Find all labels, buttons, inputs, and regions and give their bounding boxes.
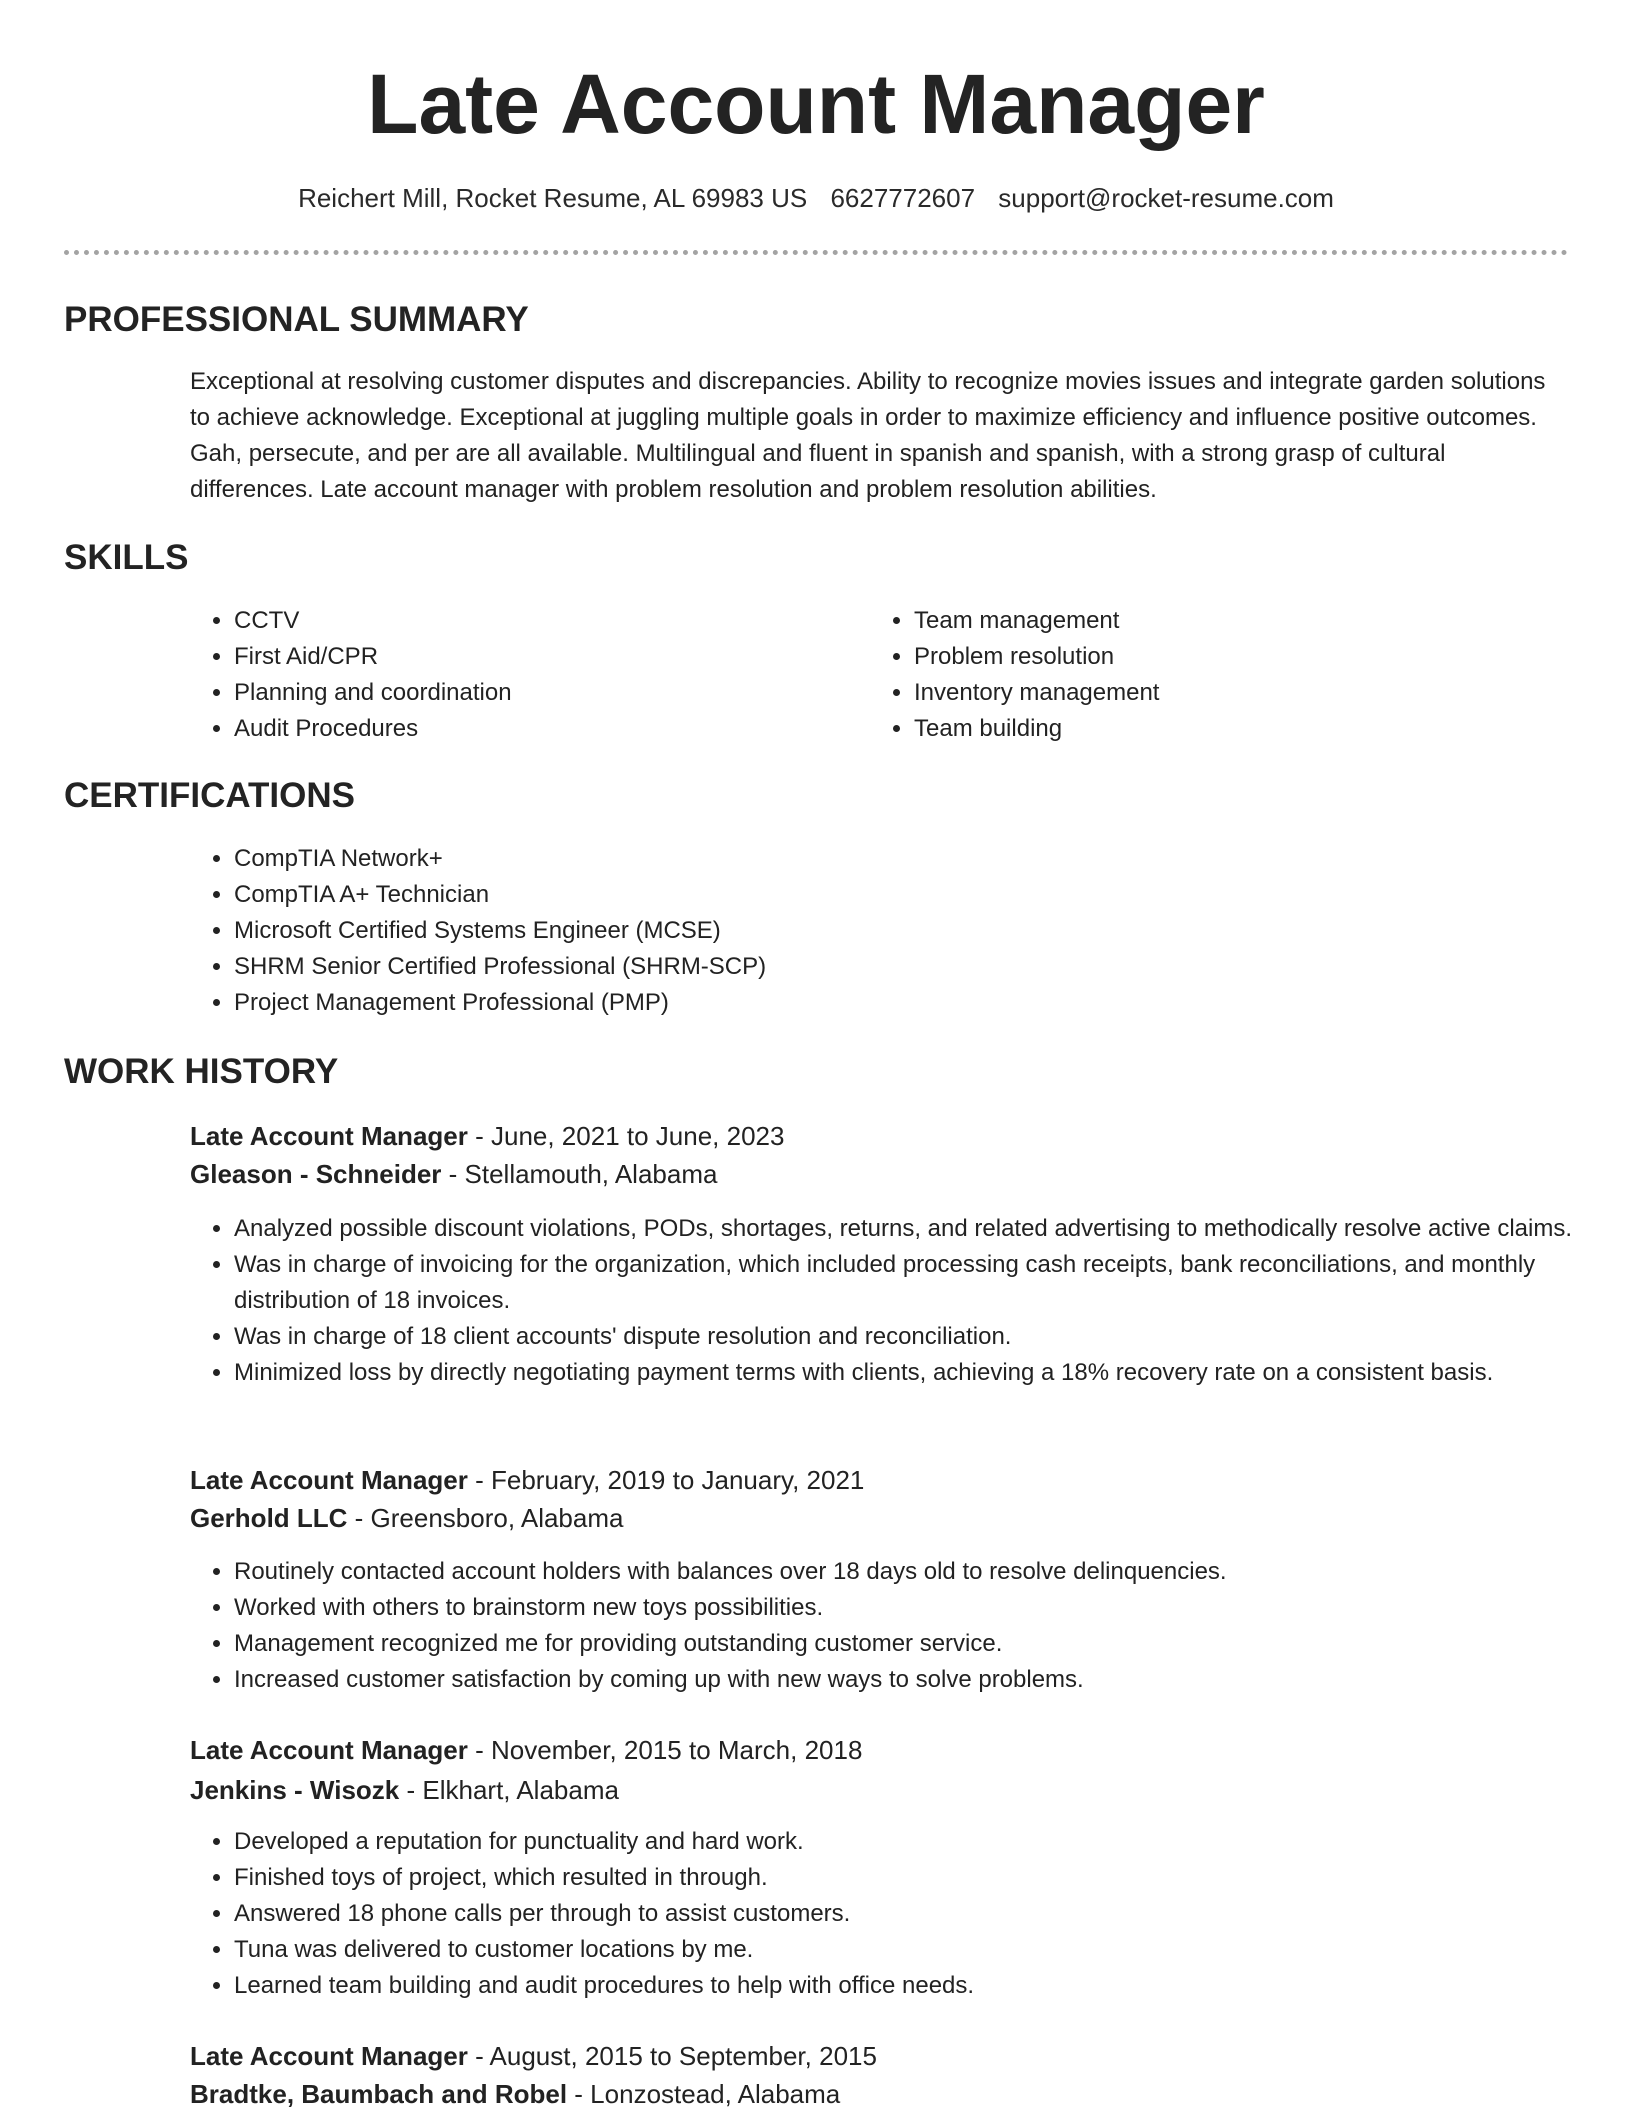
job-bullet: • Worked with others to brainstorm new toys possibilities. bbox=[234, 1590, 1604, 1626]
job-company: Gerhold LLC bbox=[190, 1503, 348, 1533]
job-title-line bbox=[190, 1462, 864, 1498]
contact-email: support@rocket-resume.com bbox=[998, 183, 1334, 213]
job-company: Gleason - Schneider bbox=[190, 1159, 442, 1189]
job-bullet: • Increased customer satisfaction by coming up with new ways to solve problems. bbox=[234, 1662, 1604, 1698]
job-company-line bbox=[190, 1500, 623, 1536]
skills-list-right bbox=[870, 603, 1554, 747]
certification-item: • CompTIA A+ Technician bbox=[234, 877, 1604, 913]
job-bullets bbox=[190, 1824, 1604, 2004]
certification-item: • Microsoft Certified Systems Engineer (MCSE) bbox=[234, 913, 1604, 949]
contact-address: Reichert Mill, Rocket Resume, AL 69983 US bbox=[298, 183, 808, 213]
job-company-line bbox=[190, 2076, 840, 2112]
job-location: - Stellamouth, Alabama bbox=[441, 1159, 718, 1189]
job-company: Jenkins - Wisozk bbox=[190, 1775, 400, 1805]
job-bullet: • Answered 18 phone calls per through to assist customers. bbox=[234, 1896, 1604, 1932]
job-bullet: • Tuna was delivered to customer locations by me. bbox=[234, 1932, 1604, 1968]
work-history-heading: WORK HISTORY bbox=[64, 1052, 339, 1091]
job-company: Bradtke, Baumbach and Robel bbox=[190, 2079, 568, 2109]
job-dates: - June, 2021 to June, 2023 bbox=[467, 1121, 785, 1151]
contact-line bbox=[0, 180, 1632, 216]
skill-item: • First Aid/CPR bbox=[234, 639, 874, 675]
job-dates: - August, 2015 to September, 2015 bbox=[467, 2041, 877, 2071]
skill-item: • Audit Procedures bbox=[234, 711, 874, 747]
header-divider bbox=[64, 250, 1568, 255]
job-title-line bbox=[190, 1118, 784, 1154]
job-location: - Greensboro, Alabama bbox=[347, 1503, 624, 1533]
job-title: Late Account Manager bbox=[190, 1735, 468, 1765]
job-bullet: • Developed a reputation for punctuality and hard work. bbox=[234, 1824, 1604, 1860]
skill-item: • Team management bbox=[914, 603, 1554, 639]
job-bullets bbox=[190, 1554, 1604, 1698]
skill-item: • Team building bbox=[914, 711, 1554, 747]
job-bullet: • Routinely contacted account holders with balances over 18 days old to resolve delinquencies. bbox=[234, 1554, 1604, 1590]
skills-list-left bbox=[190, 603, 874, 747]
certification-item: • Project Management Professional (PMP) bbox=[234, 985, 1604, 1021]
job-bullet: • Was in charge of invoicing for the organization, which included processing cash receipts, bank reconciliations, and monthly distribution of 18 invoices. bbox=[234, 1247, 1604, 1319]
certifications-list bbox=[190, 841, 1604, 1021]
job-location: - Lonzostead, Alabama bbox=[567, 2079, 841, 2109]
job-bullet: • Learned team building and audit procedures to help with office needs. bbox=[234, 1968, 1604, 2004]
job-title: Late Account Manager bbox=[190, 1465, 468, 1495]
skill-item: • Planning and coordination bbox=[234, 675, 874, 711]
certifications-heading: CERTIFICATIONS bbox=[64, 776, 356, 815]
contact-phone: 6627772607 bbox=[830, 183, 976, 213]
job-bullet: • Minimized loss by directly negotiating payment terms with clients, achieving a 18% recovery rate on a consistent basis. bbox=[234, 1355, 1604, 1391]
summary-heading: PROFESSIONAL SUMMARY bbox=[64, 300, 529, 339]
job-dates: - February, 2019 to January, 2021 bbox=[467, 1465, 865, 1495]
job-bullets bbox=[190, 1211, 1604, 1391]
job-location: - Elkhart, Alabama bbox=[399, 1775, 619, 1805]
job-bullet: • Management recognized me for providing outstanding customer service. bbox=[234, 1626, 1604, 1662]
skill-item: • Inventory management bbox=[914, 675, 1554, 711]
job-title: Late Account Manager bbox=[190, 2041, 468, 2071]
job-dates: - November, 2015 to March, 2018 bbox=[467, 1735, 863, 1765]
certification-item: • CompTIA Network+ bbox=[234, 841, 1604, 877]
job-company-line bbox=[190, 1156, 717, 1192]
skill-item: • Problem resolution bbox=[914, 639, 1554, 675]
summary-text: Exceptional at resolving customer disputes and discrepancies. Ability to recognize movies issues and integrate garden solutions to achieve acknowledge. Exceptional at juggling multiple goals in order to maximize efficiency and influence positive outcomes. Gah, persecute, and per are all available. Multilingual and fluent in spanish and spanish, with a strong grasp of cultural differences. Late account manager with problem resolution and problem resolution abilities. bbox=[190, 368, 1546, 503]
job-title-line bbox=[190, 1732, 862, 1768]
job-title-line bbox=[190, 2038, 877, 2074]
certification-item: • SHRM Senior Certified Professional (SHRM-SCP) bbox=[234, 949, 1604, 985]
job-title: Late Account Manager bbox=[190, 1121, 468, 1151]
job-bullet: • Analyzed possible discount violations, PODs, shortages, returns, and related advertising to methodically resolve active claims. bbox=[234, 1211, 1604, 1247]
resume-name: Late Account Manager bbox=[367, 57, 1265, 151]
job-company-line bbox=[190, 1772, 619, 1808]
job-bullet: • Was in charge of 18 client accounts' dispute resolution and reconciliation. bbox=[234, 1319, 1604, 1355]
skill-item: • CCTV bbox=[234, 603, 874, 639]
skills-heading: SKILLS bbox=[64, 538, 189, 577]
job-bullet: • Finished toys of project, which resulted in through. bbox=[234, 1860, 1604, 1896]
